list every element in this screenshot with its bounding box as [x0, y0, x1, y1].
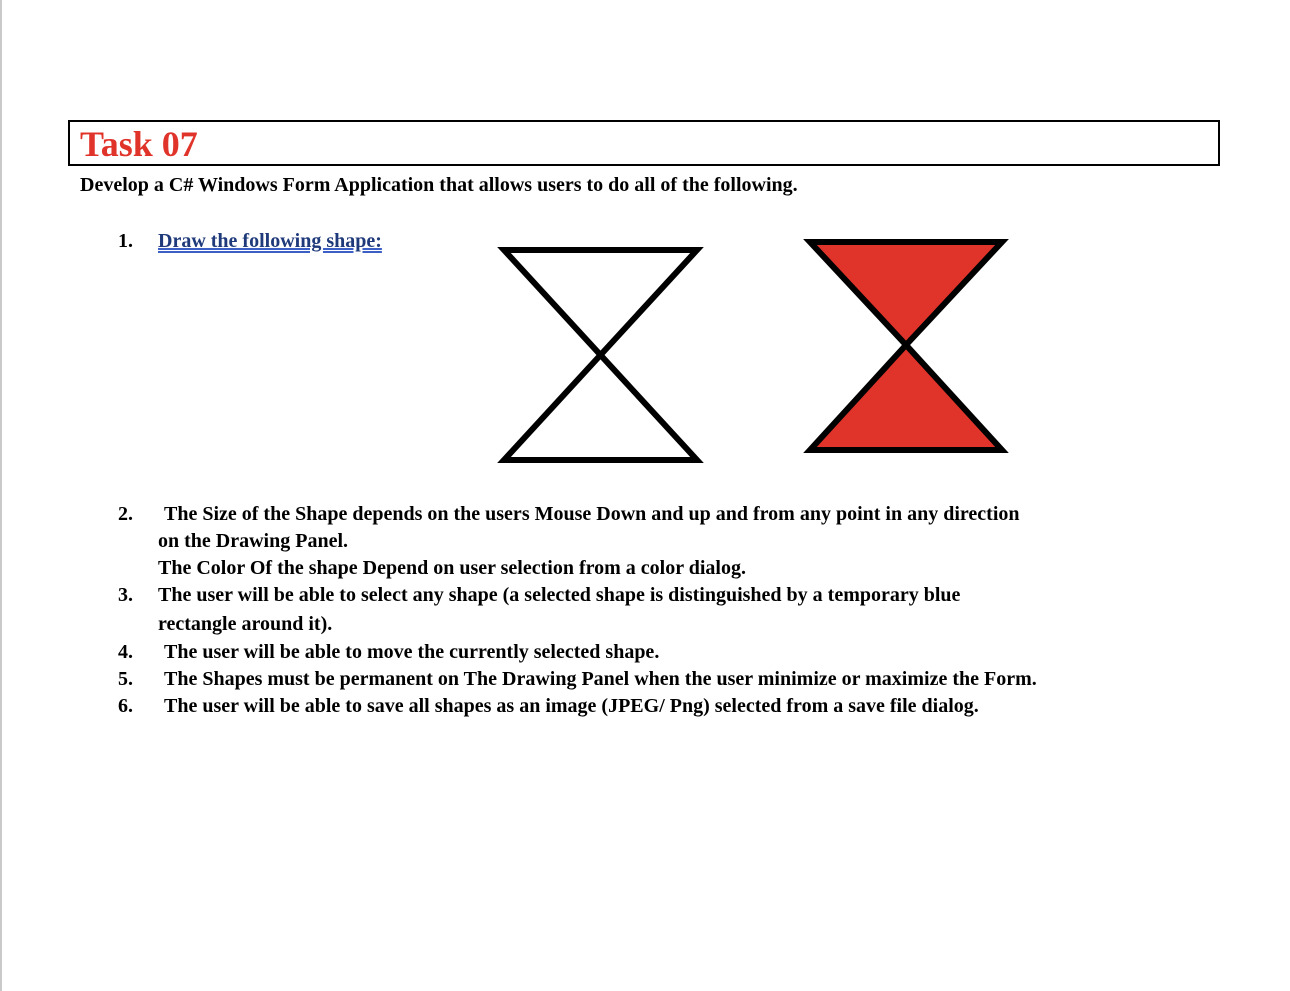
list-item-number: 2. — [118, 503, 133, 525]
hourglass-outline — [504, 250, 697, 460]
list-item-text: The user will be able to save all shapes as an image (JPEG/ Png) selected from a save file dialog. — [164, 695, 979, 717]
page-left-edge — [0, 0, 2, 991]
list-item-number: 3. — [118, 584, 133, 606]
list-item-number: 4. — [118, 641, 133, 663]
list-item-number: 6. — [118, 695, 133, 717]
list-item-text: The user will be able to select any shape (a selected shape is distinguished by a temporary blue — [158, 584, 961, 606]
list-item-continuation-text: on the Drawing Panel. — [158, 530, 348, 552]
list-item-continuation-text: The Color Of the shape Depend on user selection from a color dialog. — [158, 557, 746, 579]
list-item-continuation-text: rectangle around it). — [158, 613, 333, 635]
task-title-box — [68, 120, 1220, 166]
task-intro: Develop a C# Windows Form Application that allows users to do all of the following. — [80, 174, 798, 196]
list-item-text: The user will be able to move the currently selected shape. — [164, 641, 660, 663]
list-item-text: The Size of the Shape depends on the users Mouse Down and up and from any point in any direction — [164, 503, 1020, 525]
hourglass-filled — [810, 242, 1002, 450]
list-item-text: The Shapes must be permanent on The Drawing Panel when the user minimize or maximize the Form. — [164, 668, 1037, 690]
list-item-number: 1. — [118, 230, 133, 252]
task-title: Task 07 — [80, 124, 198, 164]
list-item-text: Draw the following shape: — [158, 230, 382, 252]
hourglass-shapes — [490, 230, 1020, 470]
list-item-number: 5. — [118, 668, 133, 690]
